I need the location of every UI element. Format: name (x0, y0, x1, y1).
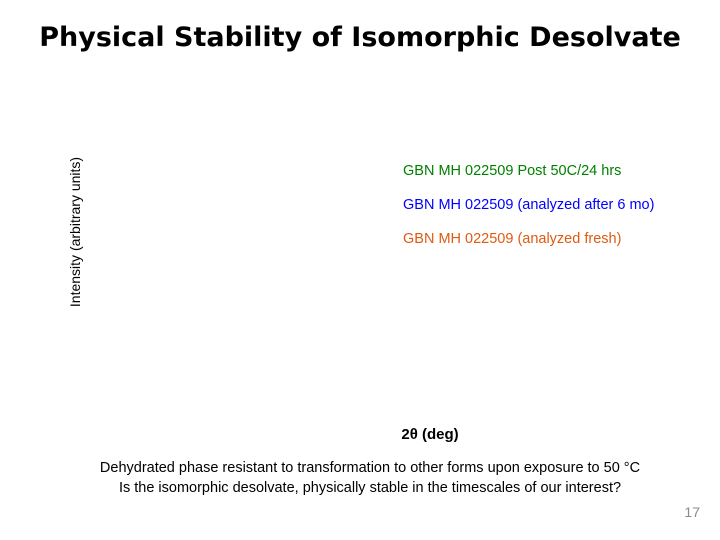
legend-entry-post-50c: GBN MH 022509 Post 50C/24 hrs (403, 163, 622, 179)
page-number: 17 (684, 504, 700, 520)
y-axis-label: Intensity (arbitrary units) (67, 156, 83, 308)
note-line-1: Dehydrated phase resistant to transformation to other forms upon exposure to 50 °C (99, 460, 641, 476)
chart-legend (403, 163, 654, 265)
note-line-2: Is the isomorphic desolvate, physically stable in the timescales of our interest? (118, 480, 622, 496)
legend-entry-fresh: GBN MH 022509 (analyzed fresh) (403, 231, 622, 247)
slide-title: Physical Stability of Isomorphic Desolvate (39, 22, 681, 53)
x-axis-label: 2θ (deg) (401, 426, 459, 443)
slide-notes (0, 458, 720, 498)
legend-entry-after-6-mo: GBN MH 022509 (analyzed after 6 mo) (403, 197, 655, 213)
